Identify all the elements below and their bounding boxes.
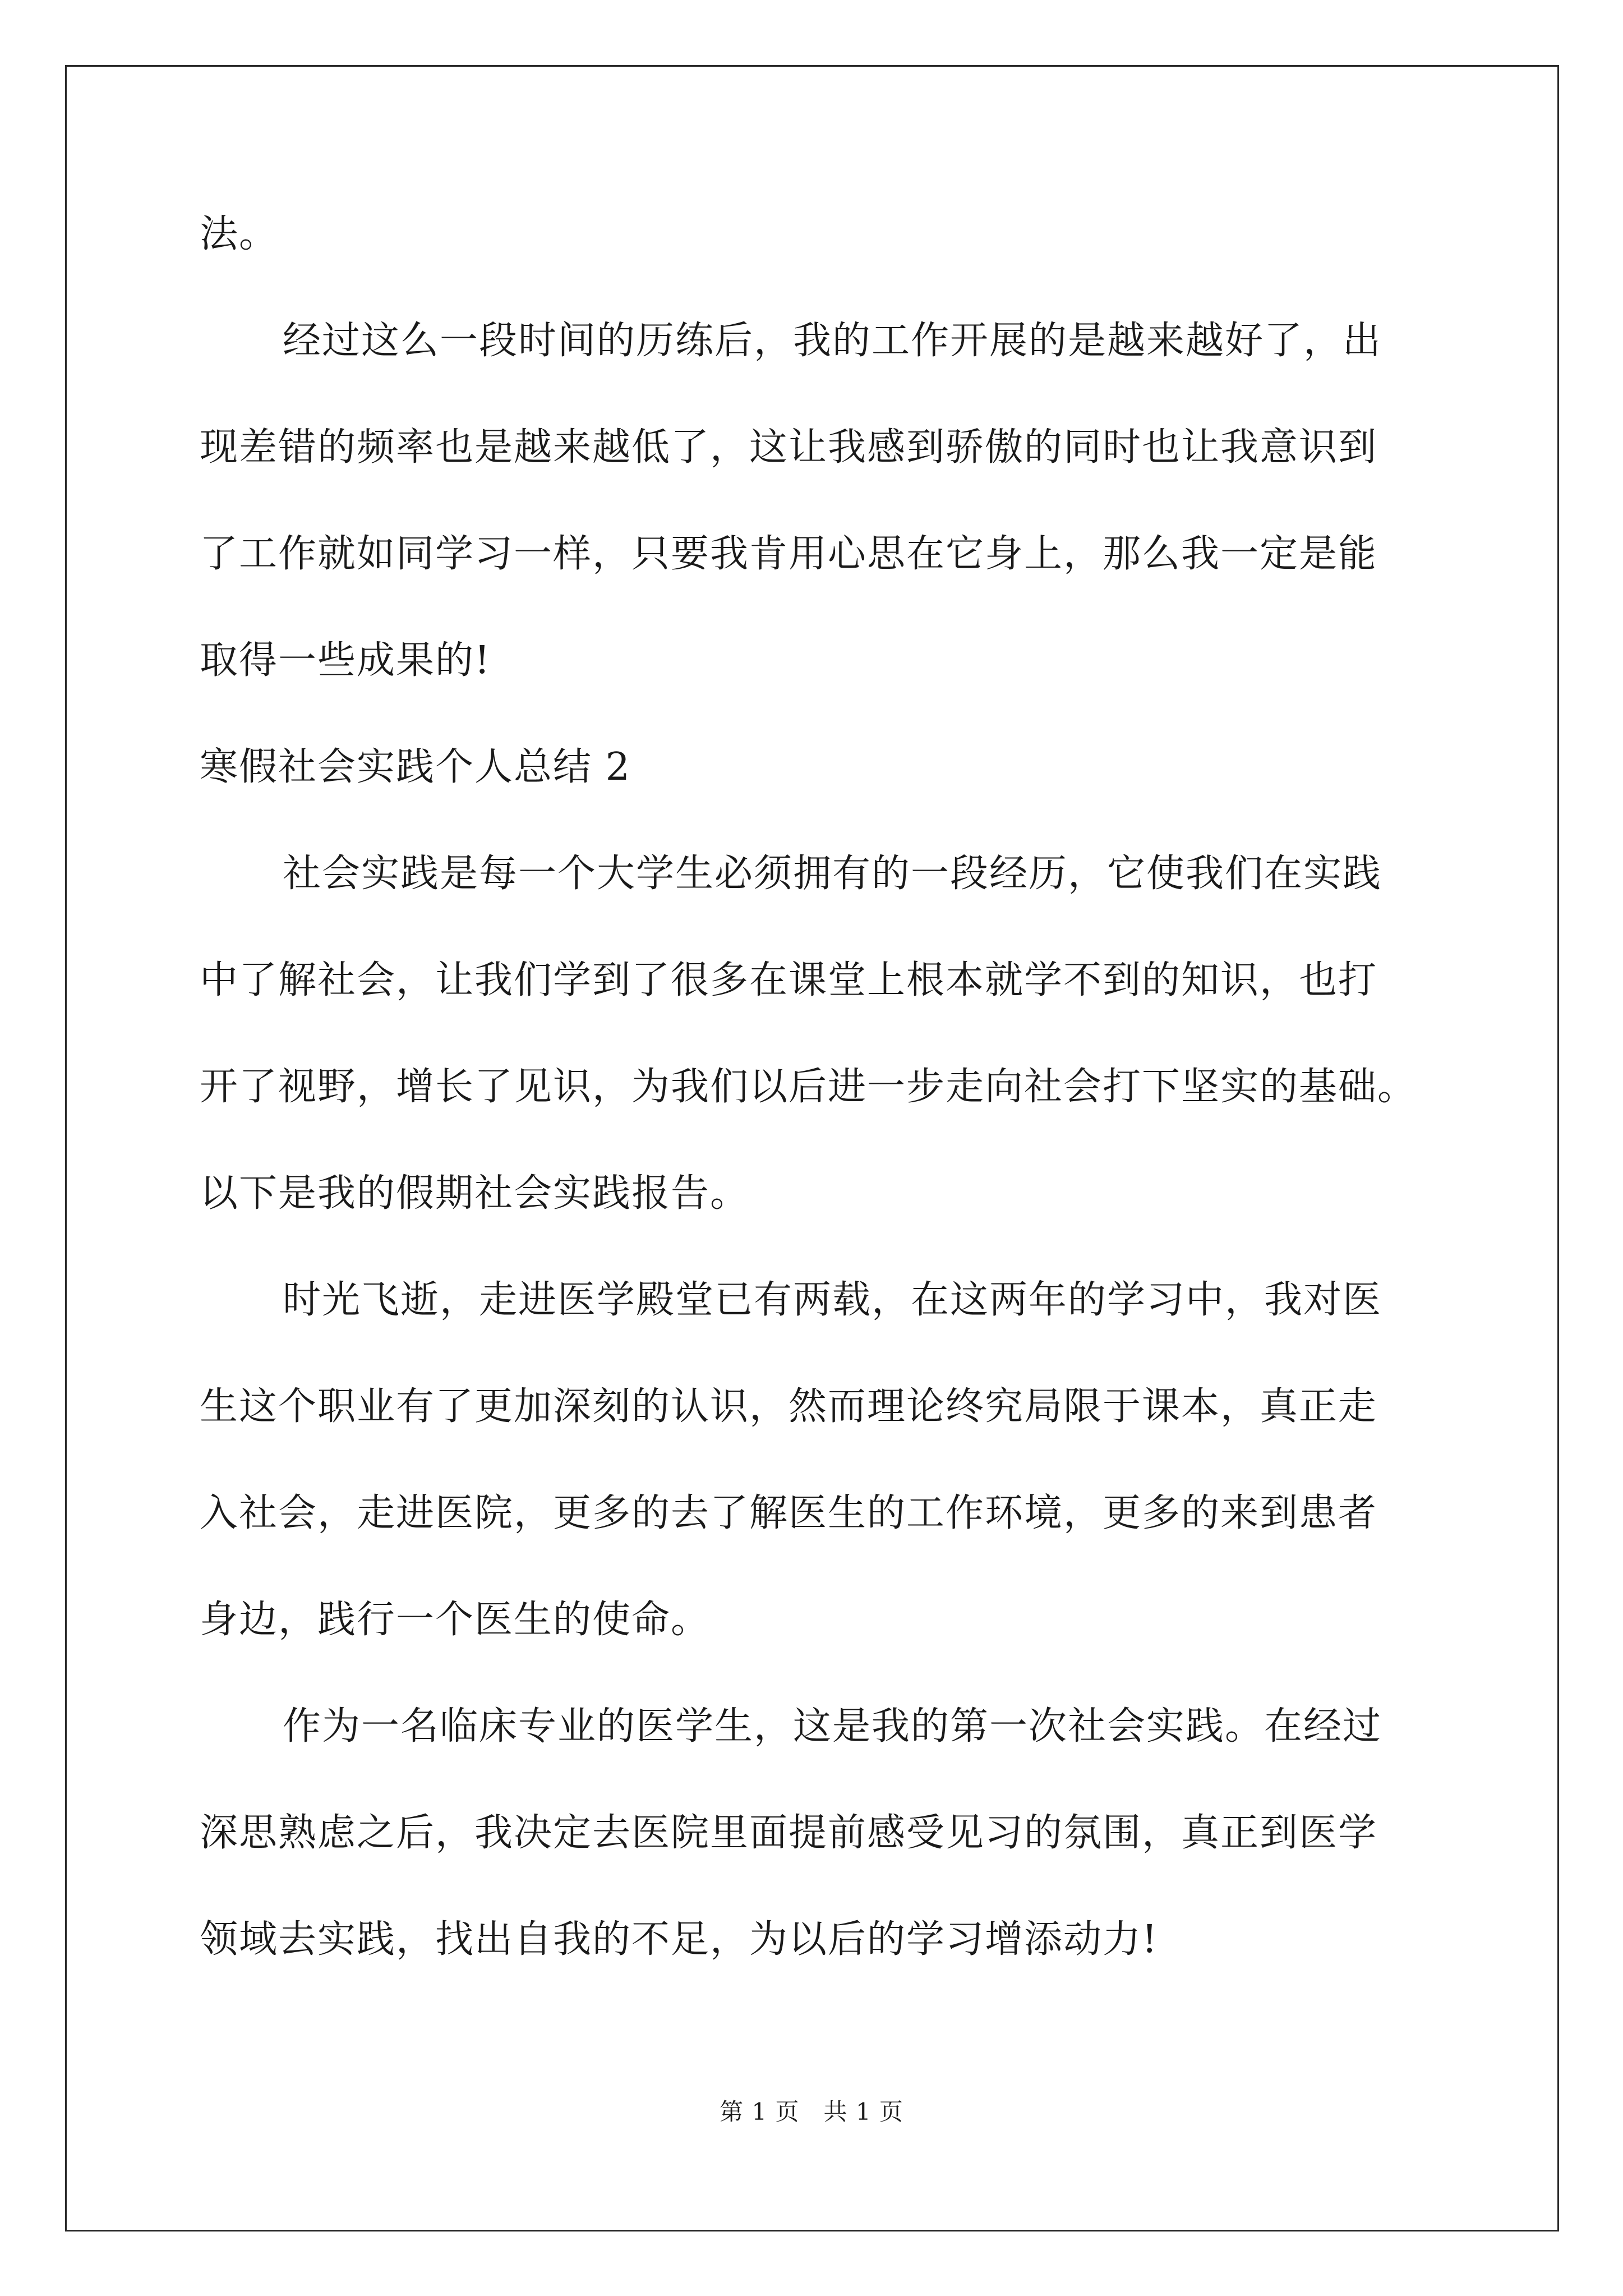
section-heading: 寒假社会实践个人总结 2 [200, 745, 631, 789]
paragraph-line: 法。 [200, 212, 279, 256]
paragraph-line: 领域去实践，找出自我的不足，为以后的学习增添动力! [200, 1917, 1159, 1962]
paragraph-line: 深思熟虑之后，我决定去医院里面提前感受见习的氛围，真正到医学 [200, 1811, 1378, 1855]
paragraph-line: 开了视野，增长了见识，为我们以后进一步走向社会打下坚实的基础。 [200, 1065, 1417, 1109]
paragraph-line: 作为一名临床专业的医学生，这是我的第一次社会实践。在经过 [283, 1704, 1382, 1749]
paragraph-line: 了工作就如同学习一样，只要我肯用心思在它身上，那么我一定是能 [200, 532, 1378, 576]
page-footer: 第 1 页 共 1 页 [720, 2098, 903, 2125]
paragraph-line: 现差错的频率也是越来越低了，这让我感到骄傲的同时也让我意识到 [200, 425, 1378, 470]
page-border [65, 65, 1559, 2231]
paragraph-line: 以下是我的假期社会实践报告。 [200, 1171, 750, 1216]
paragraph-line: 中了解社会，让我们学到了很多在课堂上根本就学不到的知识，也打 [200, 958, 1378, 1002]
paragraph-line: 生这个职业有了更加深刻的认识，然而理论终究局限于课本，真正走 [200, 1384, 1378, 1429]
paragraph-line: 入社会，走进医院，更多的去了解医生的工作环境，更多的来到患者 [200, 1491, 1378, 1535]
paragraph-line: 社会实践是每一个大学生必须拥有的一段经历，它使我们在实践 [283, 852, 1382, 896]
paragraph-line: 时光飞逝，走进医学殿堂已有两载，在这两年的学习中，我对医 [283, 1278, 1382, 1322]
paragraph-line: 取得一些成果的! [200, 638, 491, 683]
paragraph-line: 经过这么一段时间的历练后，我的工作开展的是越来越好了，出 [283, 319, 1382, 363]
paragraph-line: 身边，践行一个医生的使命。 [200, 1598, 711, 1642]
